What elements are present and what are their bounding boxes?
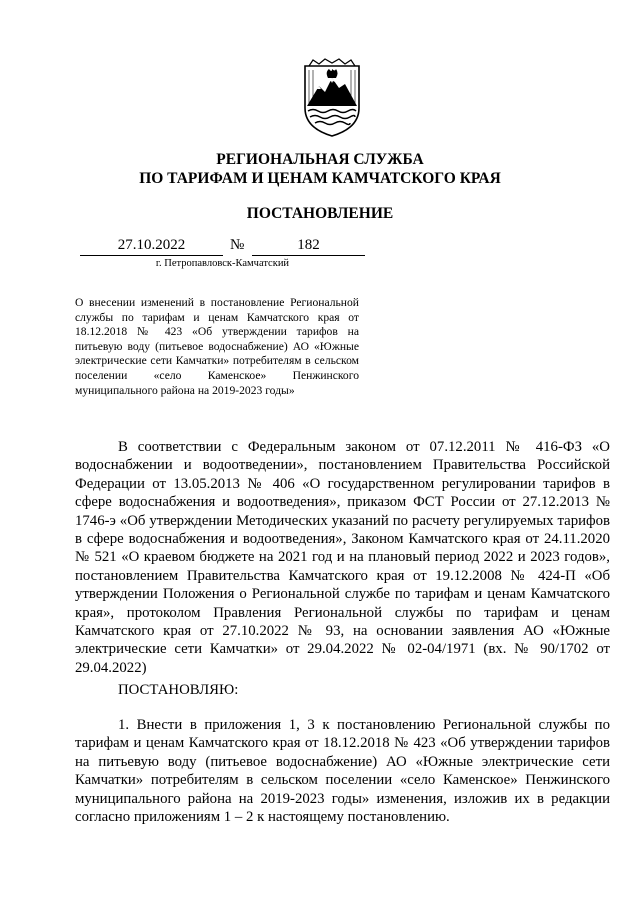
clause-1-paragraph: 1. Внести в приложения 1, 3 к постановлению Региональной службы по тарифам и ценам Камчатского края от 18.12.2018 № 423 «Об утверждении тарифов на питьевую воду (питьевое водоснабжение) АО «Южные электрические сети Камчатки» потребителям в сельском поселении «село Каменское» Пенжинского муниципального района на 2019-2023 годы» изменения, изложив их в редакции согласно приложениям 1 – 2 к настоящему постановлению. (75, 717, 610, 826)
resolve-heading: ПОСТАНОВЛЯЮ: (118, 682, 239, 698)
document-date: 27.10.2022 (80, 236, 223, 256)
issuer-header (0, 150, 640, 188)
issue-place: г. Петропавловск-Камчатский (155, 258, 290, 269)
kamchatka-coat-of-arms-icon (295, 58, 369, 138)
document-subject: О внесении изменений в постановление Региональной службы по тарифам и ценам Камчатского края от 18.12.2018 № 423 «Об утверждении тарифов на питьевую воду (питьевое водоснабжение) АО «Южные электрические сети Камчатки» потребителям в сельском поселении «село Каменское» Пенжинского муниципального района на 2019-2023 годы» (75, 296, 359, 397)
issuer-line-1: РЕГИОНАЛЬНАЯ СЛУЖБА (216, 151, 424, 168)
preamble-paragraph: В соответствии с Федеральным законом от 07.12.2011 № 416-ФЗ «О водоснабжении и водоотведении», постановлением Правительства Российской Федерации от 13.05.2013 № 406 «О государственном регулировании тарифов в сфере водоснабжения и водоотведения», приказом ФСТ России от 27.12.2013 № 1746-э «Об утверждении Методических указаний по расчету регулируемых тарифов в сфере водоснабжения и водоотведения», Законом Камчатского края от 24.11.2020 № 521 «О краевом бюджете на 2021 год и на плановый период 2022 и 2023 годов», постановлением Правительства Камчатского края от 19.12.2008 № 424-П «Об утверждении Положения о Региональной службе по тарифам и ценам Камчатского края», протоколом Правления Региональной службы по тарифам и ценам Камчатского края от 27.10.2022 № 93, на основании заявления АО «Южные электрические сети Камчатки» от 29.04.2022 № 02-04/1971 (вх. № 90/1702 от 29.04.2022) (75, 439, 610, 676)
document-number: 182 (252, 236, 365, 256)
document-type-title: ПОСТАНОВЛЕНИЕ (246, 205, 394, 222)
number-sign: № (230, 237, 245, 253)
date-number-line (80, 236, 365, 256)
issuer-line-2: ПО ТАРИФАМ И ЦЕНАМ КАМЧАТСКОГО КРАЯ (139, 170, 501, 187)
